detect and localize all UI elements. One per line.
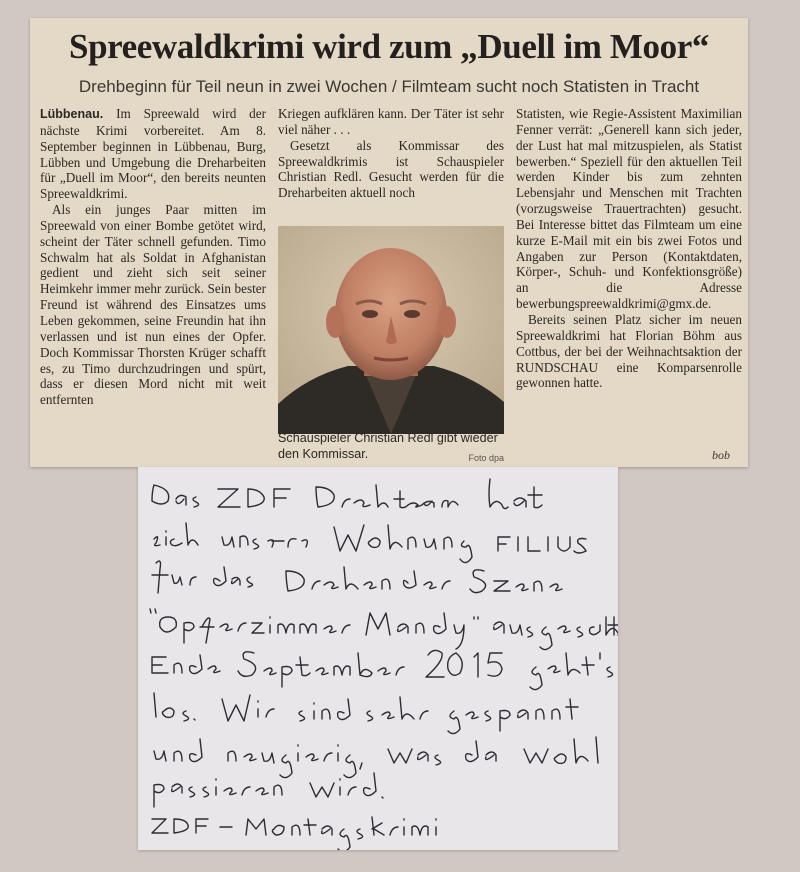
- article-paragraph: Kriegen aufklären kann. Der Täter ist sehr viel näher . . .: [278, 106, 504, 137]
- article-paragraph: Bereits seinen Platz sicher im neuen Spreewaldkrimi hat Florian Böhm aus Cottbus, der bei der Weihnachtsaktion der RUNDSCHAU eine Komparsenrolle gewonnen hatte.: [516, 311, 742, 391]
- article-paragraph: Als ein junges Paar mitten im Spreewald von einer Bombe getötet wird, scheint der Täter schnell gefunden. Timo Schwalm hat als Soldat in Afghanistan gedient und zieht sich seit seiner Heimkehr immer mehr zurück. Sein bester Freund ist während des Einsatzes ums Leben gekommen, seine Freundin hat ihn verlassen und ist nun eines der Opfer. Doch Kommissar Thorsten Krüger schafft es, zu Timo durchzudringen und spürt, dass er diesen Mord nicht mit weit entfernten: [40, 202, 266, 408]
- byline: bob: [712, 448, 730, 462]
- caption-text: Schauspieler Christian Redl gibt wieder den Kommissar.: [278, 431, 498, 461]
- handwritten-note: [138, 467, 618, 850]
- newspaper-clipping: [30, 18, 748, 467]
- subheadline: Drehbeginn für Teil neun in zwei Wochen / Filmteam sucht noch Statisten in Tracht: [78, 77, 700, 96]
- article-paragraph: [40, 106, 266, 202]
- actor-photo: [278, 226, 504, 434]
- handwriting-drawing: [138, 467, 618, 850]
- article-paragraph: Statisten, wie Regie-Assistent Maximilian Fenner verrät: „Generell kann sich jeder, der Lust hat mal mitzuspielen, als Statist bewerben.“ Speziell für den aktuellen Teil werden Kinder bis zum zehnten Lebensjahr und Menschen mit Trachten (vorzugsweise Trauertrachten) gesucht. Bei Interesse bittet das Filmteam um eine kurze E-Mail mit ein bis zwei Fotos und Angaben zur Person (Kontaktdaten, Körper-, Schuh- und Konfektionsgröße) an die Adresse bewerbungspreewaldkrimi@gmx.de.: [516, 106, 742, 312]
- article-column-2: [278, 106, 504, 201]
- photo-credit: Foto dpa: [468, 453, 504, 463]
- paragraph-text: Im Spreewald wird der nächste Krimi vorbereitet. Am 8. September beginnen in Lübbenau, Burg, Lübben und Umgebung die Dreharbeiten für „Duell im Moor“, den bereits neunten Spreewaldkrimi.: [40, 106, 267, 202]
- article-paragraph: Gesetzt als Kommissar des Spreewaldkrimis ist Schauspieler Christian Redl. Gesucht werden für die Dreharbeiten aktuell noch: [278, 137, 504, 201]
- article-column-1: [40, 106, 266, 408]
- headline: Spreewaldkrimi wird zum „Duell im Moor“: [69, 27, 709, 66]
- article-column-3: [516, 106, 742, 391]
- dateline: Lübbenau.: [40, 107, 104, 121]
- photo-caption: [278, 430, 504, 466]
